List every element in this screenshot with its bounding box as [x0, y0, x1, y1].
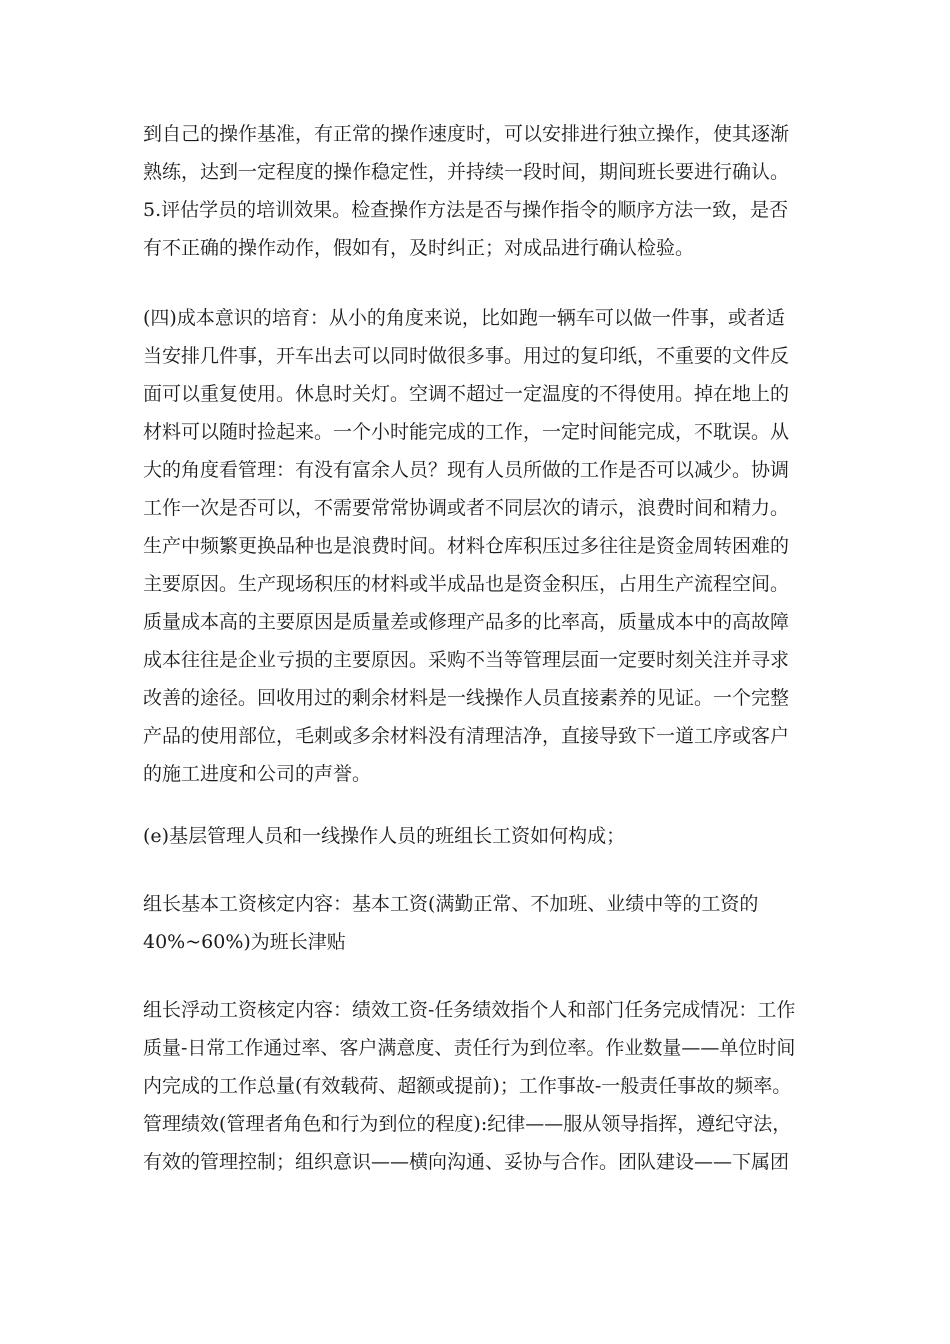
text-line: 组长基本工资核定内容：基本工资(满勤正常、不加班、业绩中等的工资的: [143, 893, 759, 915]
text-line: 组长浮动工资核定内容：绩效工资-任务绩效指个人和部门任务完成情况：工作: [143, 999, 796, 1021]
text-line: (四)成本意识的培育：从小的角度来说，比如跑一辆车可以做一件事，或者适: [143, 307, 785, 329]
text-line: 内完成的工作总量(有效载荷、超额或提前)；工作事故-一般责任事故的频率。: [143, 1075, 792, 1097]
text-line: 到自己的操作基准，有正常的操作速度时，可以安排进行独立操作，使其逐渐: [143, 123, 790, 145]
text-line: 大的角度看管理：有没有富余人员？现有人员所做的工作是否可以减少。协调: [143, 459, 790, 481]
text-line: 当安排几件事，开车出去可以同时做很多事。用过的复印纸，不重要的文件反: [143, 345, 790, 367]
text-line: 产品的使用部位，毛刺或多余材料没有清理洁净，直接导致下一道工序或客户: [143, 725, 790, 747]
text-line: 管理绩效(管理者角色和行为到位的程度):纪律——服从领导指挥，遵纪守法，: [143, 1113, 792, 1135]
text-line: 质量成本高的主要原因是质量差或修理产品多的比率高，质量成本中的高故障: [143, 611, 790, 633]
text-line: 面可以重复使用。休息时关灯。空调不超过一定温度的不得使用。掉在地上的: [143, 383, 790, 405]
text-line: 有不正确的操作动作，假如有，及时纠正；对成品进行确认检验。: [143, 237, 695, 259]
text-line: 生产中频繁更换品种也是浪费时间。材料仓库积压过多往往是资金周转困难的: [143, 535, 790, 557]
text-line: 工作一次是否可以，不需要常常协调或者不同层次的请示，浪费时间和精力。: [143, 497, 790, 519]
text-line: 有效的管理控制；组织意识——横向沟通、妥协与合作。团队建设——下属团: [143, 1151, 790, 1173]
text-line: (e)基层管理人员和一线操作人员的班组长工资如何构成；: [143, 825, 626, 847]
text-line: 的施工进度和公司的声誉。: [143, 763, 372, 785]
text-line: 材料可以随时捡起来。一个小时能完成的工作，一定时间能完成，不耽误。从: [143, 421, 790, 443]
text-line: 熟练，达到一定程度的操作稳定性，并持续一段时间，期间班长要进行确认。: [143, 161, 790, 183]
text-line: 5.评估学员的培训效果。检查操作方法是否与操作指令的顺序方法一致，是否: [143, 199, 789, 221]
text-line: 40%~60%)为班长津贴: [143, 931, 346, 953]
text-line: 主要原因。生产现场积压的材料或半成品也是资金积压，占用生产流程空间。: [143, 573, 790, 595]
text-line: 改善的途径。回收用过的剩余材料是一线操作人员直接素养的见证。一个完整: [143, 687, 790, 709]
text-line: 质量-日常工作通过率、客户满意度、责任行为到位率。作业数量——单位时间: [143, 1037, 796, 1059]
text-line: 成本往往是企业亏损的主要原因。采购不当等管理层面一定要时刻关注并寻求: [143, 649, 790, 671]
